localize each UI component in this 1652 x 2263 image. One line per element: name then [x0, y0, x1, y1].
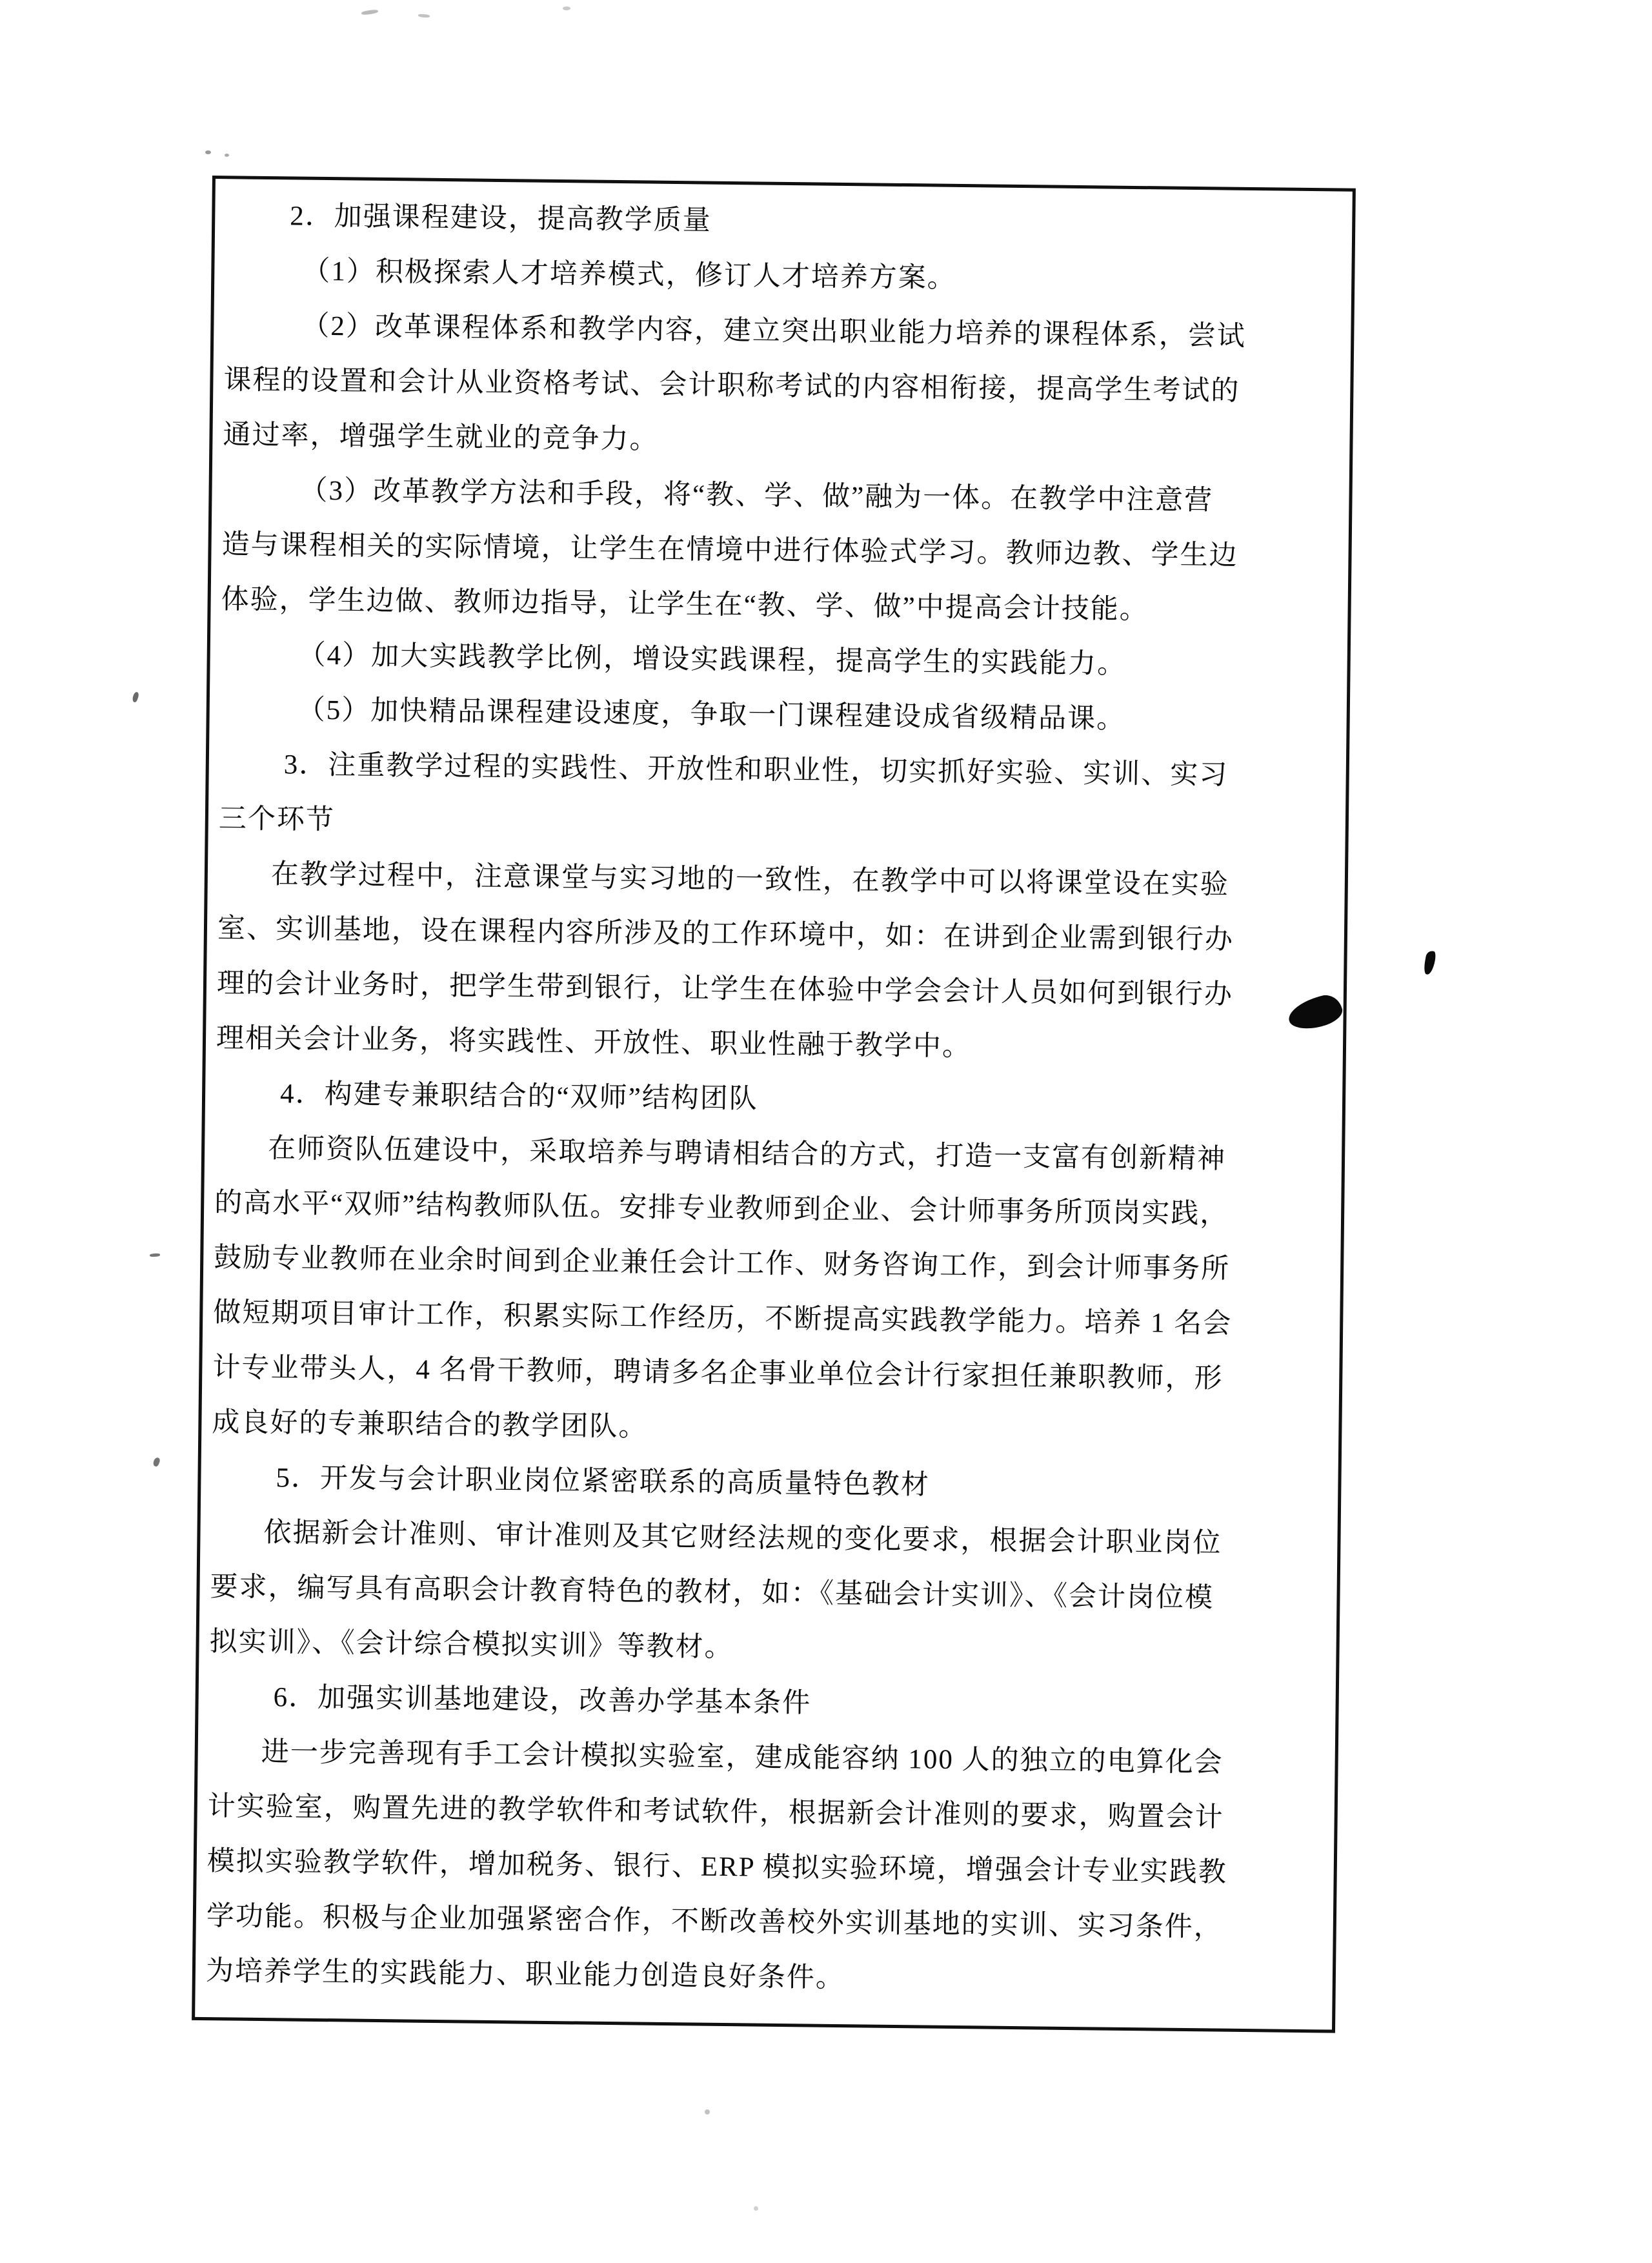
table-cell-border — [192, 176, 1356, 2033]
ink-speck — [150, 1253, 160, 1257]
text-line: 做短期项目审计工作，积累实际工作经历，不断提高实践教学能力。培养 1 名会 — [213, 1297, 1233, 1339]
text-line: （5）加快精品课程建设速度，争取一门课程建设成省级精品课。 — [297, 695, 1126, 735]
text-line: 在师资队伍建设中，采取培养与聘请相结合的方式，打造一支富有创新精神 — [267, 1133, 1227, 1175]
text-line: 4．构建专兼职结合的“双师”结构团队 — [279, 1079, 759, 1115]
ink-speck — [132, 691, 140, 703]
ink-speck — [152, 1457, 161, 1467]
text-line: 要求，编写具有高职会计教育特色的教材，如：《基础会计实训》、《会计岗位模 — [210, 1572, 1214, 1614]
ink-speck — [418, 14, 430, 18]
text-line: 计实验室，购置先进的教学软件和考试软件，根据新会计准则的要求，购置会计 — [207, 1791, 1224, 1833]
ink-speck — [705, 2109, 710, 2115]
text-line: 在教学过程中，注意课堂与实习地的一致性，在教学中可以将课堂设在实验 — [270, 859, 1230, 900]
ink-speck — [361, 9, 379, 15]
text-line: 2．加强课程建设，提高教学质量 — [290, 201, 712, 236]
text-line: 6．加强实训基地建设，改善办学基本条件 — [273, 1682, 812, 1719]
document-text — [195, 179, 1352, 2011]
ink-speck — [225, 154, 229, 157]
text-line: 三个环节 — [218, 804, 336, 836]
ink-speck — [563, 6, 570, 10]
text-line: 鼓励专业教师在业余时间到企业兼任会计工作、财务咨询工作，到会计师事务所 — [214, 1243, 1231, 1284]
text-line: （4）加大实践教学比例，增设实践课程，提高学生的实践能力。 — [297, 640, 1127, 680]
text-line: 拟实训》、《会计综合模拟实训》等教材。 — [209, 1627, 734, 1663]
text-line: 课程的设置和会计从业资格考试、会计职称考试的内容相衔接，提高学生考试的 — [223, 365, 1240, 407]
text-line: 通过率，增强学生就业的竞争力。 — [223, 420, 659, 455]
text-line: （3）改革教学方法和手段，将“教、学、做”融为一体。在教学中注意营 — [299, 475, 1214, 516]
text-line: 计专业带头人，4 名骨干教师，聘请多名企事业单位会计行家担任兼职教师，形 — [212, 1352, 1224, 1394]
ink-speck — [754, 2206, 758, 2211]
text-line: 成良好的专兼职结合的教学团队。 — [212, 1407, 648, 1443]
text-line: 理的会计业务时，把学生带到银行，让学生在体验中学会会计人员如何到银行办 — [216, 968, 1234, 1010]
text-line: 3．注重教学过程的实践性、开放性和职业性，切实抓好实验、实训、实习 — [283, 749, 1229, 791]
text-line: 进一步完善现有手工会计模拟实验室，建成能容纳 100 人的独立的电算化会 — [261, 1736, 1224, 1778]
ink-comma — [1423, 950, 1436, 975]
text-line: 体验，学生边做、教师边指导，让学生在“教、学、做”中提高会计技能。 — [221, 584, 1149, 625]
text-line: 造与课程相关的实际情境，让学生在情境中进行体验式学习。教师边教、学生边 — [221, 529, 1238, 571]
text-line: 依据新会计准则、审计准则及其它财经法规的变化要求，根据会计职业岗位 — [263, 1517, 1222, 1559]
text-line: 学功能。积极与企业加强紧密合作，不断改善校外实训基地的实训、实习条件， — [206, 1901, 1224, 1943]
text-line: 模拟实验教学软件，增加税务、银行、ERP 模拟实验环境，增强会计专业实践教 — [206, 1846, 1228, 1888]
text-line: 5．开发与会计职业岗位紧密联系的高质量特色教材 — [276, 1463, 931, 1501]
text-line: 室、实训基地，设在课程内容所涉及的工作环境中，如：在讲到企业需到银行办 — [217, 913, 1234, 955]
text-line: （1）积极探索人才培养模式，修订人才培养方案。 — [302, 256, 957, 294]
text-line: 理相关会计业务，将实践性、开放性、职业性融于教学中。 — [216, 1023, 972, 1062]
text-line: （2）改革课程体系和教学内容，建立突出职业能力培养的课程体系，尝试 — [301, 310, 1247, 352]
ink-speck — [205, 150, 211, 154]
text-line: 的高水平“双师”结构教师队伍。安排专业教师到企业、会计师事务所顶岗实践， — [214, 1188, 1229, 1230]
text-line: 为培养学生的实践能力、职业能力创造良好条件。 — [205, 1956, 845, 1994]
